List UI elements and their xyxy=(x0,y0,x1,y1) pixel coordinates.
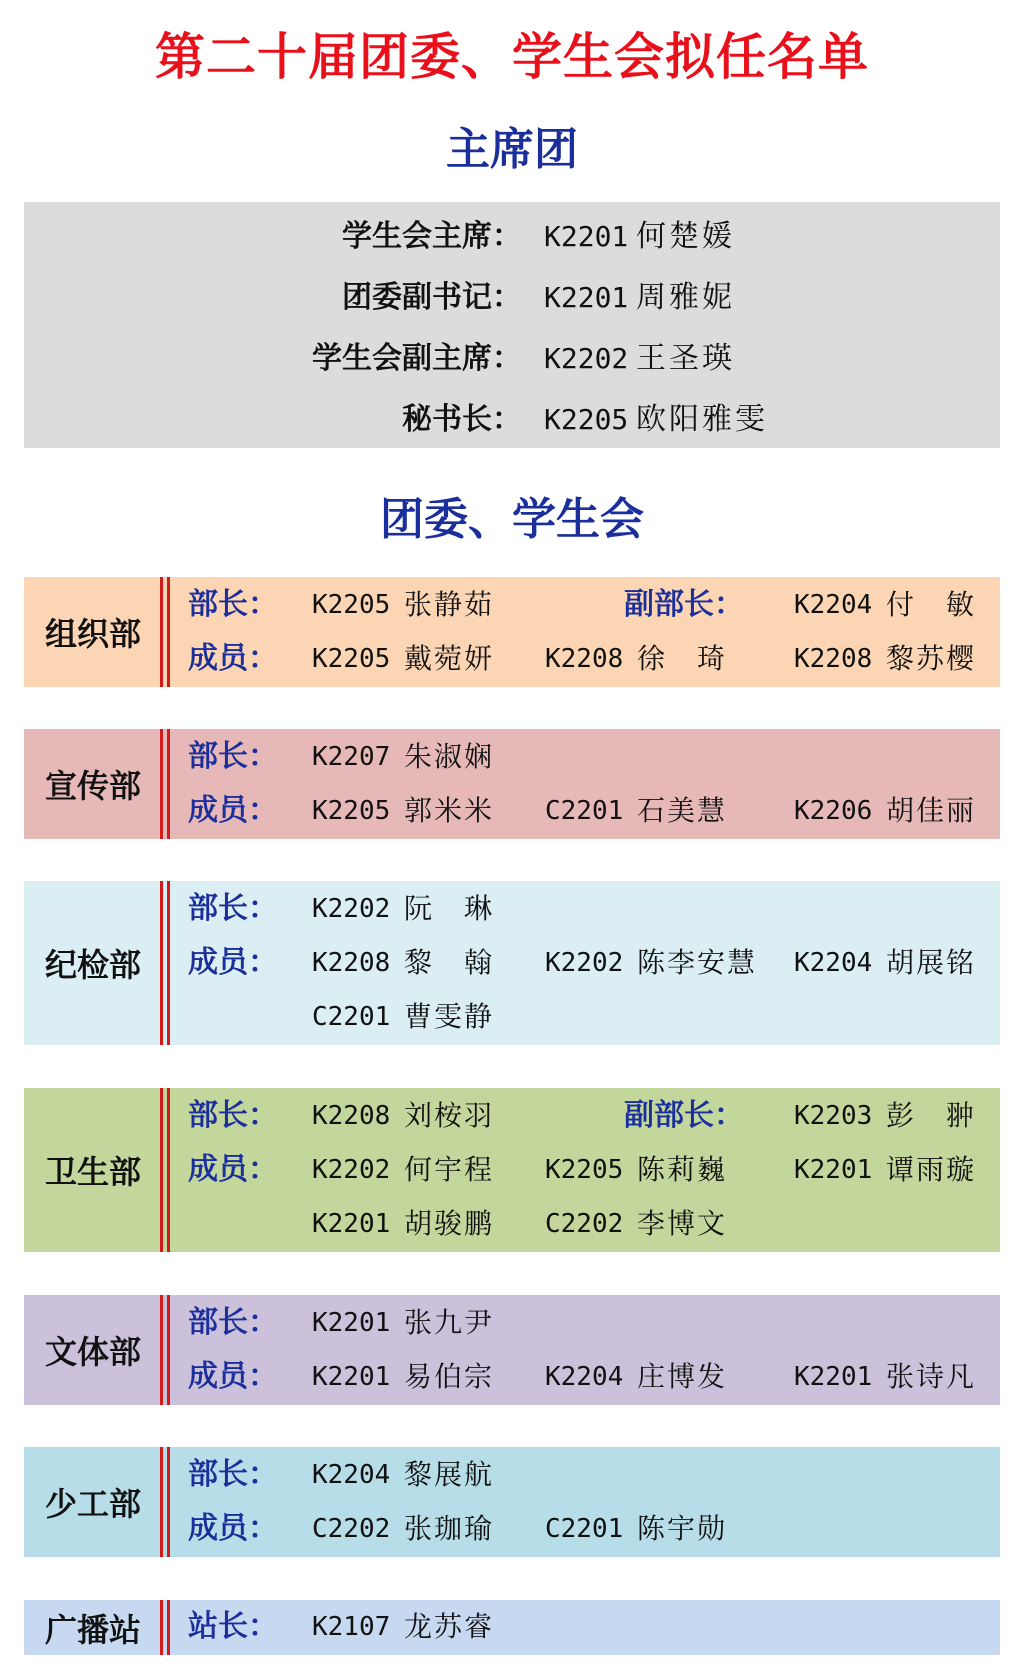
person-name: 张珈瑜 xyxy=(404,1512,495,1545)
head-row xyxy=(24,882,1000,936)
department-organization xyxy=(24,577,1000,687)
presidium-row xyxy=(24,273,1000,323)
class-code: K2201 xyxy=(794,1362,873,1392)
class-code: K2208 xyxy=(545,644,624,674)
person-name: 胡佳丽 xyxy=(886,794,977,827)
head-label: 部长： xyxy=(188,739,278,774)
class-code: K2204 xyxy=(794,948,873,978)
person-name: 阮 琳 xyxy=(404,892,495,925)
members-label: 成员： xyxy=(188,793,278,828)
person-name: 张静茹 xyxy=(404,588,495,621)
department-name: 卫生部 xyxy=(44,1153,141,1191)
department-arts-sports xyxy=(24,1295,1000,1405)
class-code: K2208 xyxy=(312,1101,391,1131)
presidium-heading: 主席团 xyxy=(446,124,578,175)
person-name: 石美慧 xyxy=(637,794,728,827)
class-code: C2202 xyxy=(545,1209,624,1239)
head-row xyxy=(24,1296,1000,1350)
head-label: 部长： xyxy=(188,1305,278,1340)
class-code: K2205 xyxy=(312,590,391,620)
members-label: 成员： xyxy=(188,1511,278,1546)
members-row xyxy=(24,784,1000,838)
person-name: 戴菀妍 xyxy=(404,642,495,675)
position-title: 秘书长： xyxy=(402,402,522,437)
position-title: 团委副书记： xyxy=(342,280,522,315)
person-name: 庄博发 xyxy=(637,1360,728,1393)
department-name: 组织部 xyxy=(44,615,141,653)
members-row xyxy=(24,1350,1000,1404)
deputy-label: 副部长： xyxy=(624,587,744,622)
person-name: 陈李安慧 xyxy=(637,946,758,979)
head-label: 部长： xyxy=(188,891,278,926)
head-row xyxy=(24,730,1000,784)
head-label: 部长： xyxy=(188,1457,278,1492)
department-name: 纪检部 xyxy=(44,946,141,984)
position-title: 学生会副主席： xyxy=(312,341,522,376)
person-name: 谭雨璇 xyxy=(886,1153,977,1186)
class-code: K2201 xyxy=(312,1362,391,1392)
person-name: 易伯宗 xyxy=(404,1360,495,1393)
person-name: 付 敏 xyxy=(886,588,977,621)
class-code: K2205 xyxy=(312,796,391,826)
department-broadcast-station xyxy=(24,1600,1000,1655)
class-code: K2204 xyxy=(312,1460,391,1490)
presidium-panel xyxy=(24,202,1000,448)
person-name: 欧阳雅雯 xyxy=(636,402,768,437)
department-publicity xyxy=(24,729,1000,839)
person-name: 李博文 xyxy=(637,1207,728,1240)
presidium-row xyxy=(24,334,1000,384)
members-label: 成员： xyxy=(188,945,278,980)
head-label: 部长： xyxy=(188,1098,278,1133)
person-name: 何宇程 xyxy=(404,1153,495,1186)
members-row xyxy=(24,1197,1000,1251)
person-name: 胡骏鹏 xyxy=(404,1207,495,1240)
members-row xyxy=(24,632,1000,686)
members-label: 成员： xyxy=(188,1359,278,1394)
person-name: 张九尹 xyxy=(404,1306,495,1339)
department-name: 文体部 xyxy=(44,1333,141,1371)
class-code: K2201 xyxy=(544,220,629,253)
person-name: 彭 翀 xyxy=(886,1099,977,1132)
person-name: 黎展航 xyxy=(404,1458,495,1491)
class-code: K2205 xyxy=(545,1155,624,1185)
person-name: 陈宇勋 xyxy=(637,1512,728,1545)
head-row xyxy=(24,1089,1000,1143)
class-code: K2201 xyxy=(794,1155,873,1185)
class-code: K2201 xyxy=(544,281,629,314)
class-code: C2201 xyxy=(545,796,624,826)
members-row xyxy=(24,936,1000,990)
members-label: 成员： xyxy=(188,641,278,676)
class-code: K2202 xyxy=(312,1155,391,1185)
person-name: 朱淑娴 xyxy=(404,740,495,773)
department-discipline xyxy=(24,881,1000,1045)
person-name: 王圣瑛 xyxy=(636,341,735,376)
members-row xyxy=(24,1143,1000,1197)
person-name: 何楚媛 xyxy=(636,219,735,254)
class-code: K2202 xyxy=(544,342,629,375)
class-code: K2203 xyxy=(794,1101,873,1131)
department-young-pioneers xyxy=(24,1447,1000,1557)
person-name: 郭米米 xyxy=(404,794,495,827)
deputy-label: 副部长： xyxy=(624,1098,744,1133)
person-name: 张诗凡 xyxy=(886,1360,977,1393)
person-name: 龙苏睿 xyxy=(404,1610,495,1643)
presidium-row xyxy=(24,395,1000,445)
person-name: 黎苏樱 xyxy=(886,642,977,675)
members-row xyxy=(24,1502,1000,1556)
person-name: 周雅妮 xyxy=(636,280,735,315)
page-title: 第二十届团委、学生会拟任名单 xyxy=(155,28,869,86)
members-label: 成员： xyxy=(188,1152,278,1187)
head-label: 站长： xyxy=(188,1609,278,1644)
class-code: K2208 xyxy=(312,948,391,978)
presidium-row xyxy=(24,212,1000,262)
department-name: 少工部 xyxy=(44,1485,141,1523)
class-code: K2207 xyxy=(312,742,391,772)
council-heading: 团委、学生会 xyxy=(380,494,644,545)
class-code: K2202 xyxy=(312,894,391,924)
class-code: K2202 xyxy=(545,948,624,978)
class-code: K2204 xyxy=(794,590,873,620)
department-name: 广播站 xyxy=(44,1610,141,1649)
department-name: 宣传部 xyxy=(44,767,141,805)
department-hygiene xyxy=(24,1088,1000,1252)
class-code: K2201 xyxy=(312,1209,391,1239)
person-name: 陈莉巍 xyxy=(637,1153,728,1186)
person-name: 徐 琦 xyxy=(637,642,728,675)
class-code: K2205 xyxy=(312,644,391,674)
members-row xyxy=(24,990,1000,1044)
head-row xyxy=(24,1600,1000,1654)
head-row xyxy=(24,578,1000,632)
class-code: K2204 xyxy=(545,1362,624,1392)
person-name: 黎 翰 xyxy=(404,946,495,979)
class-code: K2201 xyxy=(312,1308,391,1338)
class-code: K2205 xyxy=(544,403,629,436)
head-row xyxy=(24,1448,1000,1502)
position-title: 学生会主席： xyxy=(342,219,522,254)
head-label: 部长： xyxy=(188,587,278,622)
person-name: 曹雯静 xyxy=(404,1000,495,1033)
class-code: C2202 xyxy=(312,1514,391,1544)
person-name: 胡展铭 xyxy=(886,946,977,979)
class-code: C2201 xyxy=(312,1002,391,1032)
class-code: C2201 xyxy=(545,1514,624,1544)
class-code: K2107 xyxy=(312,1612,391,1642)
person-name: 刘桉羽 xyxy=(404,1099,495,1132)
class-code: K2206 xyxy=(794,796,873,826)
class-code: K2208 xyxy=(794,644,873,674)
